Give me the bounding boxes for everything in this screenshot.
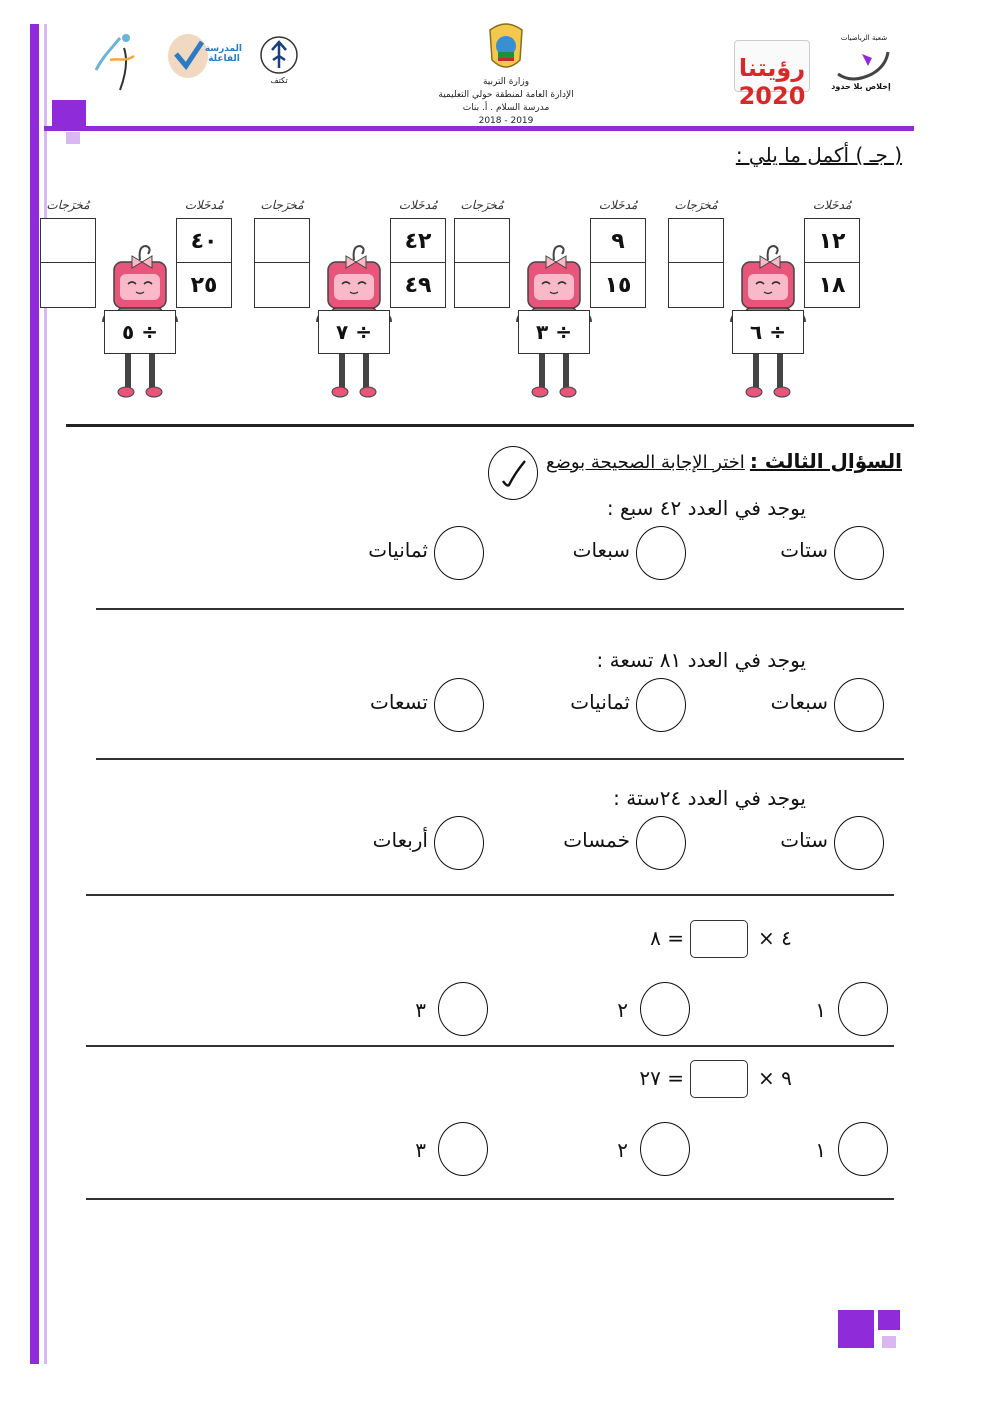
outputs-label: مُخرَجات: [460, 198, 504, 212]
answer-circle[interactable]: [838, 1122, 888, 1176]
school-name: مدرسة السلام . أ. بنات: [462, 103, 550, 113]
footer-square-2: [878, 1310, 900, 1330]
ministry-name: وزارة التربية: [482, 77, 530, 87]
answer-circle[interactable]: [834, 678, 884, 732]
answer-option-label: ستات: [780, 828, 828, 852]
question-text: يوجد في العدد ٢٤ستة :: [613, 786, 806, 810]
runner-icon: [90, 30, 140, 96]
left-border-bar: [30, 24, 39, 1364]
answer-option-label: ٣: [415, 998, 426, 1022]
answer-option-label: ثمانيات: [368, 538, 428, 562]
answer-option-label: ٣: [415, 1138, 426, 1162]
math-dept-text: شعبة الرياضيات: [840, 34, 888, 42]
kuwait-emblem: [484, 20, 528, 76]
answer-option-label: ١: [815, 1138, 826, 1162]
question-divider: [86, 1198, 894, 1200]
answer-option-label: ثمانيات: [570, 690, 630, 714]
answer-option-label: سبعات: [770, 690, 828, 714]
question-divider: [86, 894, 894, 896]
output-answer-box[interactable]: [668, 262, 724, 308]
equation-right: = ٢٧: [639, 1066, 684, 1090]
answer-circle[interactable]: [434, 816, 484, 870]
operation-box: ÷ ٥: [104, 310, 176, 354]
answer-option-label: ستات: [780, 538, 828, 562]
answer-circle[interactable]: [636, 526, 686, 580]
operation-box: ÷ ٣: [518, 310, 590, 354]
corner-square-small: [66, 132, 80, 144]
takatuf-text: تكتف: [270, 76, 288, 85]
effective-school-logo: [166, 30, 242, 82]
question-divider: [96, 608, 904, 610]
equation-right: = ٨: [650, 926, 684, 950]
answer-option-label: سبعات: [572, 538, 630, 562]
inputs-label: مُدخَلات: [812, 198, 852, 212]
runner-logo: [90, 30, 140, 96]
answer-option-label: ١: [815, 998, 826, 1022]
answer-circle[interactable]: [640, 1122, 690, 1176]
answer-circle[interactable]: [838, 982, 888, 1036]
inputs-label: مُدخَلات: [398, 198, 438, 212]
output-answer-box[interactable]: [454, 262, 510, 308]
output-answer-box[interactable]: [40, 218, 96, 264]
header-center-text: [430, 76, 582, 128]
input-value-box: ١٨: [804, 262, 860, 308]
footer-square: [838, 1310, 874, 1348]
question-divider: [96, 758, 904, 760]
answer-option-label: تسعات: [370, 690, 428, 714]
vision-2020-logo: [734, 40, 810, 110]
outputs-label: مُخرَجات: [674, 198, 718, 212]
question-text: يوجد في العدد ٨١ تسعة :: [596, 648, 806, 672]
operation-box: ÷ ٧: [318, 310, 390, 354]
math-dept-slogan: إخلاص بلا حدود: [831, 82, 891, 91]
math-dept-logo: [828, 22, 894, 98]
equation-left: ٤ ×: [758, 926, 792, 950]
section-divider: [66, 424, 914, 427]
vision-2020-text: رؤيتنا 2020: [738, 54, 806, 110]
inputs-label: مُدخَلات: [598, 198, 638, 212]
emblem-icon: [484, 20, 528, 76]
answer-circle[interactable]: [834, 816, 884, 870]
output-answer-box[interactable]: [668, 218, 724, 264]
inputs-label: مُدخَلات: [184, 198, 224, 212]
question3-instruction: اختر الإجابة الصحيحة بوضع: [546, 452, 745, 473]
arrow-up-circle-icon: [258, 34, 300, 76]
answer-circle[interactable]: [636, 816, 686, 870]
answer-circle[interactable]: [834, 526, 884, 580]
answer-option-label: أربعات: [372, 828, 428, 852]
footer-square-3: [882, 1336, 896, 1348]
effective-school-text: المدرسة الفاعلة: [204, 44, 242, 64]
input-value-box: ٤٢: [390, 218, 446, 264]
question3-title: السؤال الثالث :: [749, 449, 902, 473]
outputs-label: مُخرَجات: [46, 198, 90, 212]
output-answer-box[interactable]: [454, 218, 510, 264]
answer-circle[interactable]: [434, 526, 484, 580]
takatuf-logo: [258, 34, 300, 92]
input-value-box: ٢٥: [176, 262, 232, 308]
input-value-box: ١٥: [590, 262, 646, 308]
question-text: يوجد في العدد ٤٢ سبع :: [606, 496, 806, 520]
question3-header: [540, 449, 902, 473]
answer-circle[interactable]: [640, 982, 690, 1036]
answer-circle[interactable]: [438, 982, 488, 1036]
equation-answer-box[interactable]: [690, 920, 748, 958]
operation-box: ÷ ٦: [732, 310, 804, 354]
school-year: 2018 - 2019: [478, 116, 534, 126]
output-answer-box[interactable]: [40, 262, 96, 308]
directorate-name: الإدارة العامة لمنطقة حولي التعليمية: [438, 90, 574, 100]
outputs-label: مُخرَجات: [260, 198, 304, 212]
answer-circle[interactable]: [636, 678, 686, 732]
question-divider: [86, 1045, 894, 1047]
equation-left: ٩ ×: [758, 1066, 792, 1090]
input-value-box: ٤٩: [390, 262, 446, 308]
checkmark-icon: [489, 447, 537, 499]
corner-square: [52, 100, 86, 130]
answer-circle[interactable]: [438, 1122, 488, 1176]
answer-option-label: ٢: [617, 998, 628, 1022]
answer-option-label: ٢: [617, 1138, 628, 1162]
output-answer-box[interactable]: [254, 218, 310, 264]
checkmark-circle: [488, 446, 538, 500]
input-value-box: ٤٠: [176, 218, 232, 264]
input-value-box: ٩: [590, 218, 646, 264]
equation-answer-box[interactable]: [690, 1060, 748, 1098]
answer-circle[interactable]: [434, 678, 484, 732]
input-value-box: ١٢: [804, 218, 860, 264]
output-answer-box[interactable]: [254, 262, 310, 308]
section-c-title: ( جـ ) أكمل ما يلي :: [735, 143, 902, 167]
answer-option-label: خمسات: [563, 828, 630, 852]
